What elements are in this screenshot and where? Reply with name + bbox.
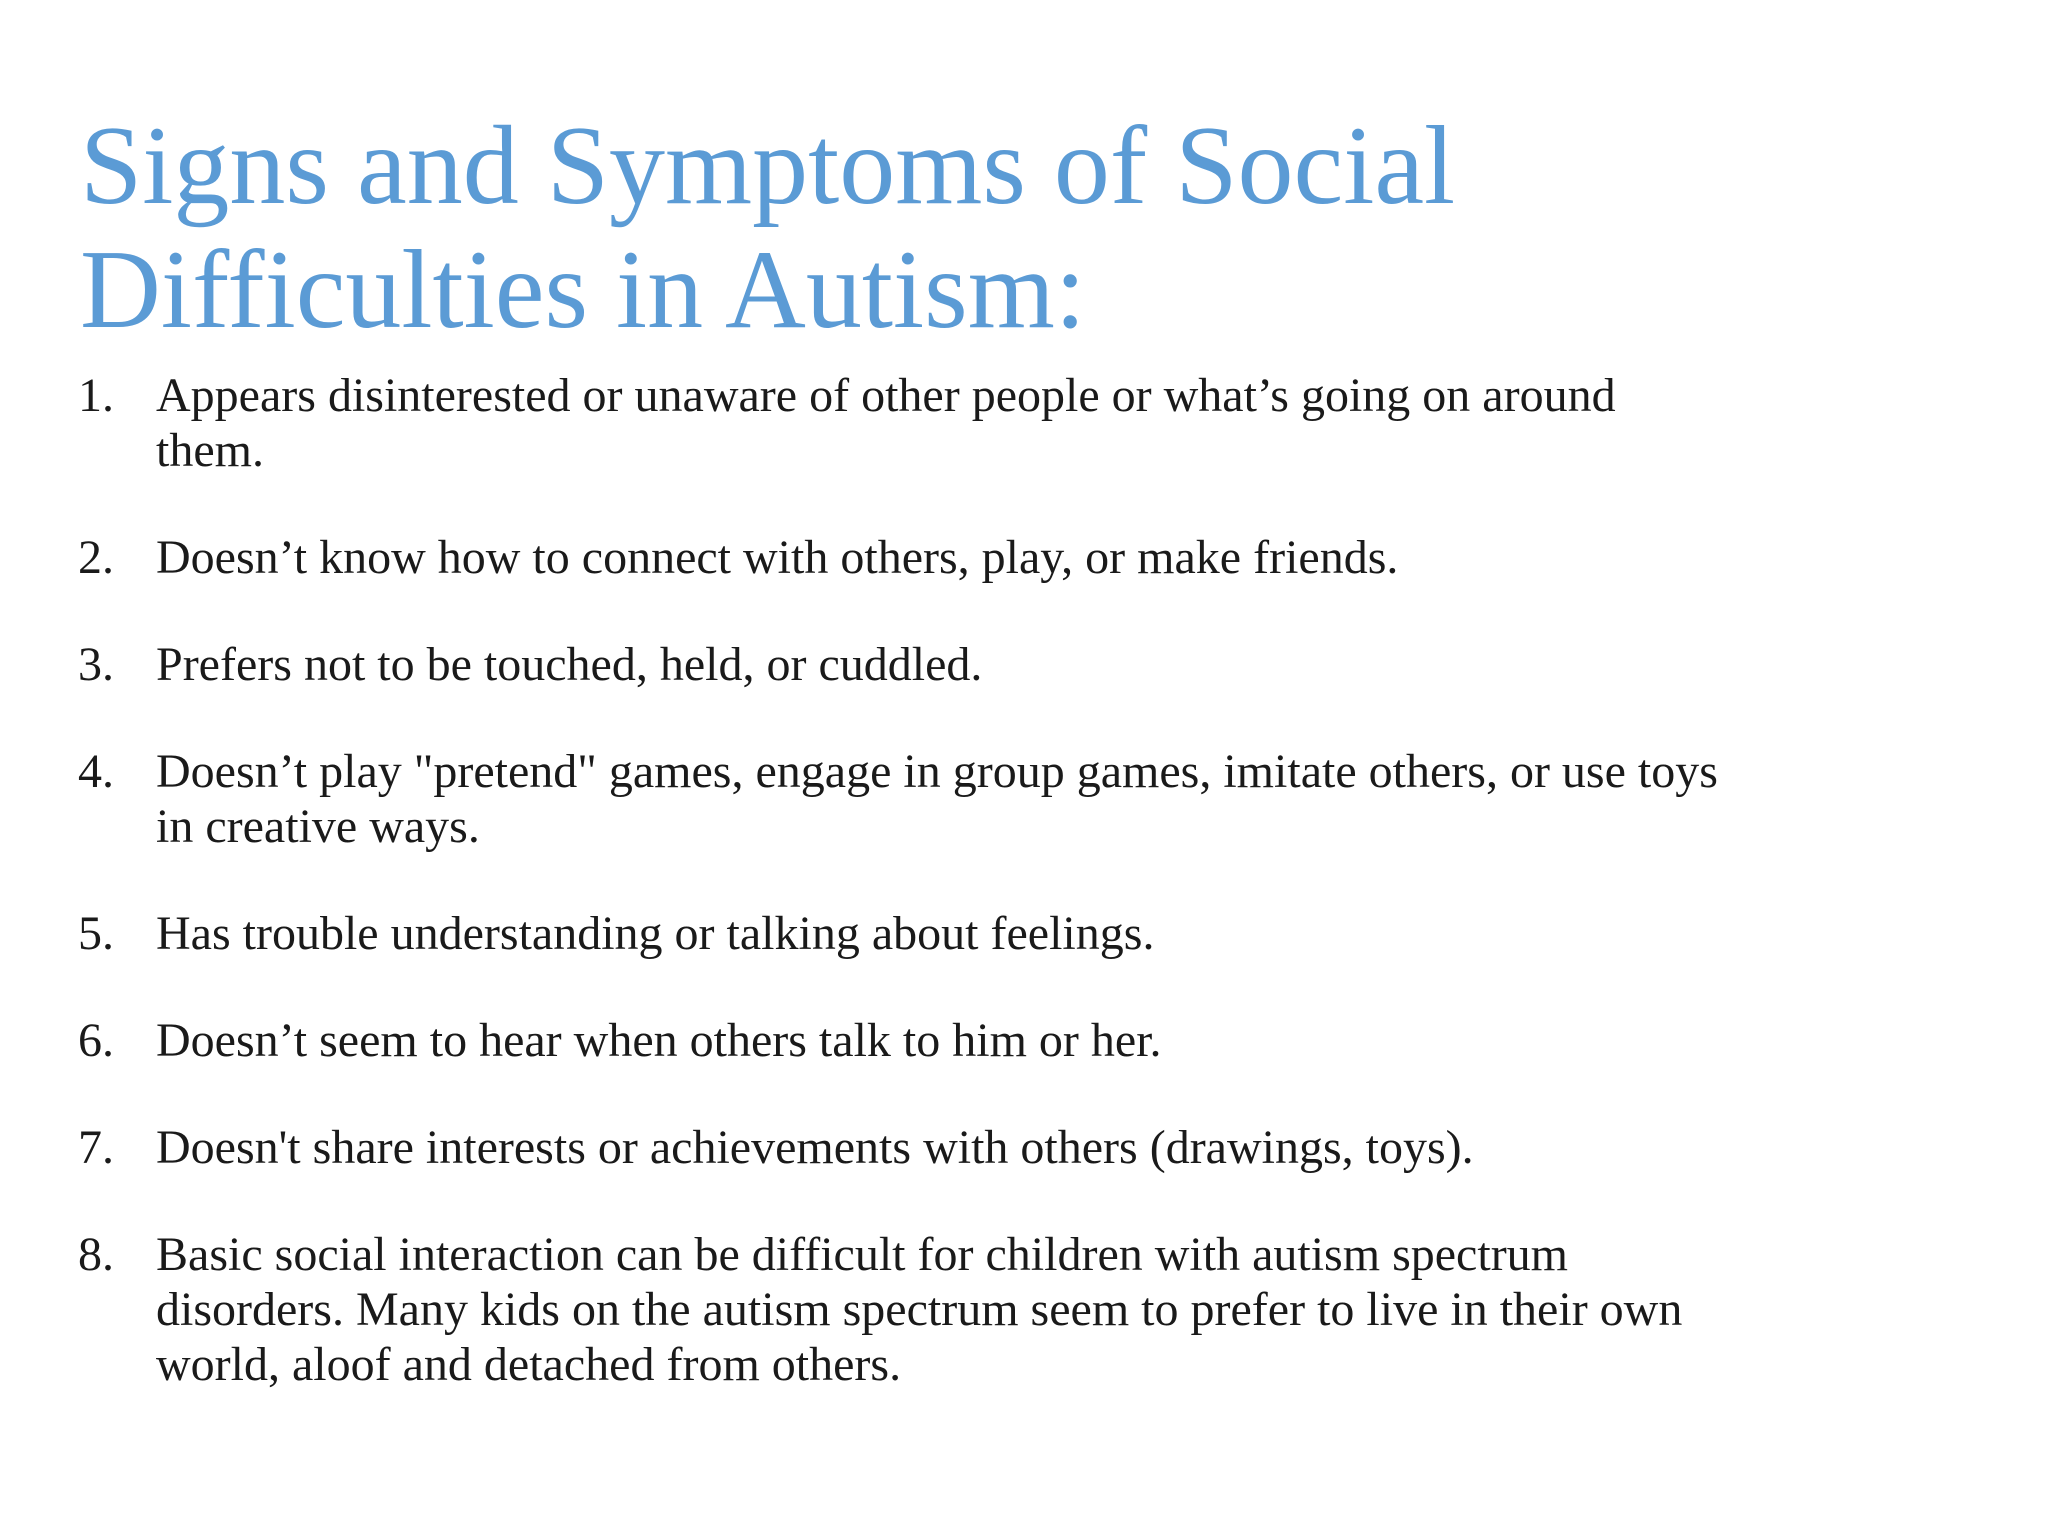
item-number: 7. <box>78 1121 114 1174</box>
item-text: Doesn't share interests or achievements with others (drawings, toys). <box>156 1121 1474 1174</box>
item-number: 2. <box>78 531 114 584</box>
item-text: Doesn’t play "pretend" games, engage in group games, imitate others, or use toys in creative ways. <box>156 745 1718 853</box>
item-number: 3. <box>78 638 114 691</box>
item-text: Doesn’t know how to connect with others, play, or make friends. <box>156 531 1399 584</box>
item-number: 1. <box>78 369 114 422</box>
list-item <box>78 906 1718 961</box>
list-item <box>78 530 1718 585</box>
item-text: Appears disinterested or unaware of other people or what’s going on around them. <box>156 369 1616 477</box>
list-item <box>78 1120 1718 1175</box>
list-item <box>78 744 1718 854</box>
item-number: 6. <box>78 1014 114 1067</box>
slide-title: Signs and Symptoms of Social Difficulties in Autism: <box>80 104 1456 352</box>
list-item <box>78 1013 1718 1068</box>
item-text: Doesn’t seem to hear when others talk to him or her. <box>156 1014 1162 1067</box>
item-number: 5. <box>78 907 114 960</box>
item-text: Has trouble understanding or talking about feelings. <box>156 907 1155 960</box>
list-item <box>78 1227 1718 1392</box>
list-item <box>78 368 1718 478</box>
item-text: Prefers not to be touched, held, or cuddled. <box>156 638 983 691</box>
item-number: 8. <box>78 1228 114 1281</box>
list-item <box>78 637 1718 692</box>
item-text: Basic social interaction can be difficult for children with autism spectrum disorders. Many kids on the autism spectrum seem to prefer to live in their own world, aloof and detached from others. <box>156 1228 1683 1391</box>
symptom-list <box>78 368 1718 1444</box>
item-number: 4. <box>78 745 114 798</box>
